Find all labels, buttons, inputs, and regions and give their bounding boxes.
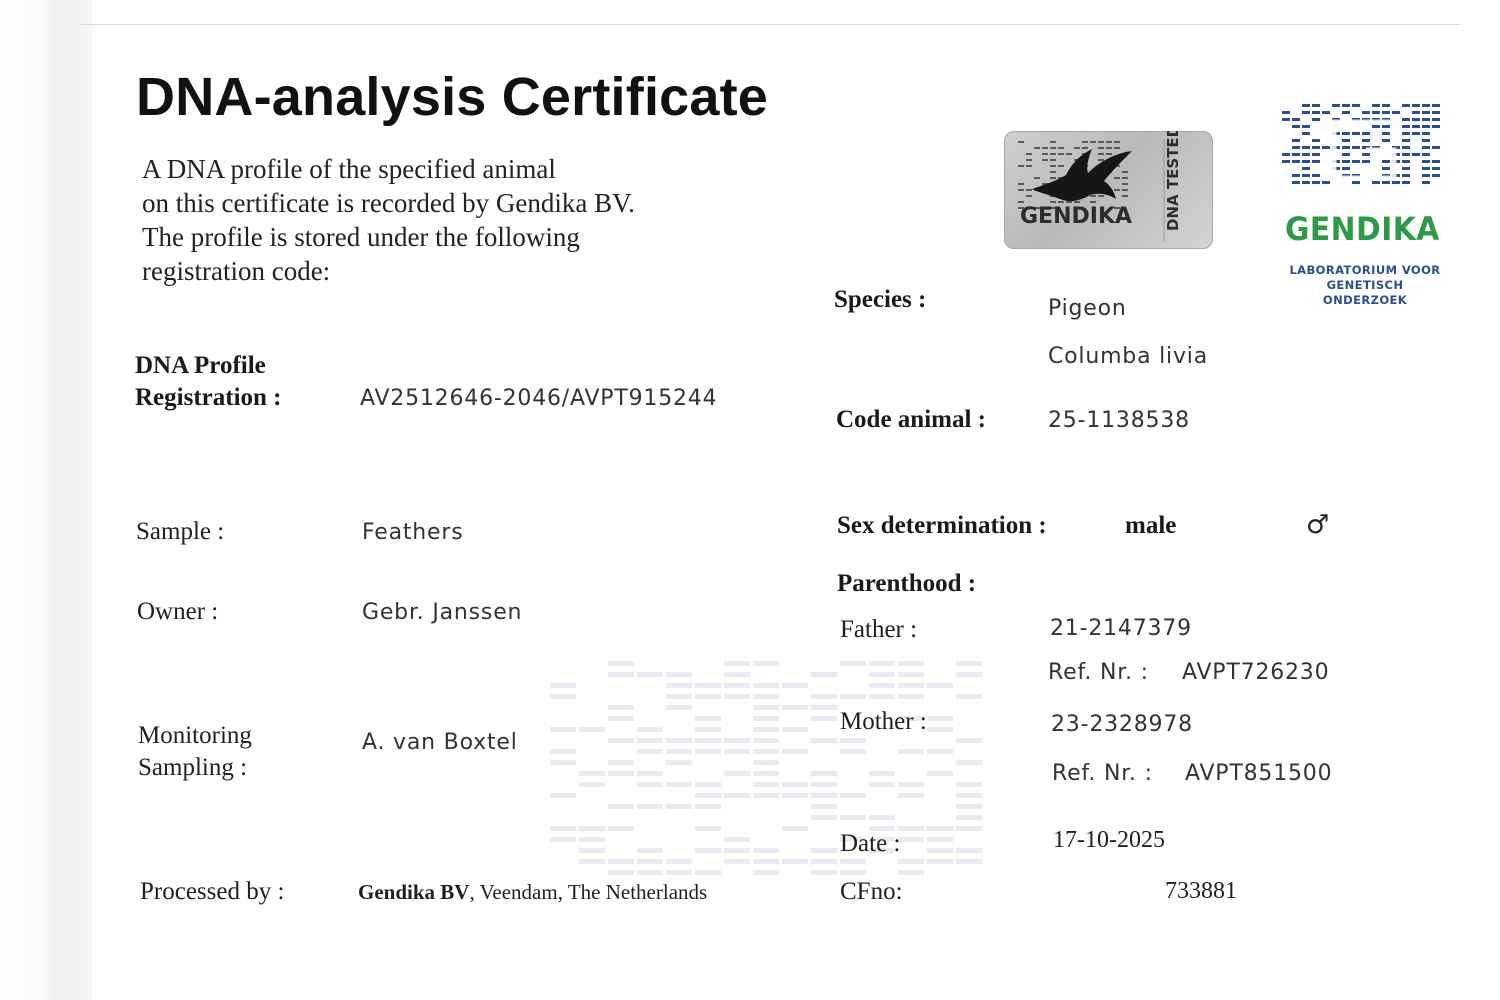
registration-label [135, 350, 282, 414]
sex-value: male [1125, 512, 1177, 539]
bird-silhouette-icon [1032, 149, 1132, 201]
mother-label: Mother : [840, 708, 927, 735]
intro-line: A DNA profile of the specified animal [142, 154, 556, 184]
intro-line: on this certificate is recorded by Gendika BV. [142, 188, 635, 218]
cfno-label: CFno: [840, 878, 903, 905]
parenthood-label: Parenthood : [837, 570, 977, 597]
sample-label: Sample : [136, 518, 225, 545]
intro-line: registration code: [142, 256, 331, 286]
sex-label: Sex determination : [837, 512, 1047, 539]
monitoring-value: A. van Boxtel [362, 730, 518, 755]
monitoring-label-line: Sampling : [138, 754, 248, 781]
registration-label-line: Registration : [135, 384, 282, 411]
paper-top-edge [80, 24, 1460, 25]
mother-ref-label: Ref. Nr. : [1052, 761, 1153, 786]
father-label: Father : [840, 616, 918, 643]
male-symbol-icon: ♂ [1306, 510, 1330, 540]
processed-label: Processed by : [140, 878, 285, 905]
intro-line: The profile is stored under the following [142, 222, 580, 252]
logo-subtitle: LABORATORIUM VOOR GENETISCH ONDERZOEK [1289, 263, 1441, 307]
dna-tested-seal [1004, 131, 1213, 249]
logo-name: GENDIKA [1285, 210, 1440, 248]
date-label: Date : [840, 830, 901, 857]
father-ref-value: AVPT726230 [1182, 660, 1330, 685]
monitoring-label-line: Monitoring [138, 722, 252, 749]
monitoring-label [138, 720, 252, 784]
gendika-watermark-icon [540, 655, 1060, 975]
registration-value: AV2512646-2046/AVPT915244 [360, 386, 718, 411]
page-title: DNA-analysis Certificate [136, 67, 769, 127]
seal-tag: DNA TESTED [1164, 131, 1182, 231]
processed-company: Gendika BV [358, 880, 470, 904]
father-value: 21-2147379 [1050, 616, 1192, 641]
processed-location: , Veendam, The Netherlands [469, 880, 708, 904]
sample-value: Feathers [362, 520, 464, 545]
father-ref-label: Ref. Nr. : [1048, 660, 1149, 685]
species-latin: Columba livia [1048, 344, 1208, 369]
seal-graphic [1004, 131, 1213, 249]
seal-brand: GENDIKA [1020, 204, 1133, 229]
processed-value [358, 880, 707, 905]
code-animal-value: 25-1138538 [1048, 408, 1190, 433]
mother-ref-value: AVPT851500 [1185, 761, 1333, 786]
code-animal-label: Code animal : [836, 406, 986, 433]
date-value: 17-10-2025 [1053, 827, 1165, 853]
owner-value: Gebr. Janssen [362, 600, 523, 625]
gendika-logo-icon [1282, 104, 1444, 196]
intro-paragraph [142, 152, 635, 288]
cfno-value: 733881 [1165, 878, 1237, 904]
mother-value: 23-2328978 [1051, 712, 1193, 737]
species-label: Species : [834, 286, 927, 313]
paper-edge [0, 0, 92, 1000]
registration-label-line: DNA Profile [135, 352, 266, 379]
species-value: Pigeon [1048, 296, 1127, 321]
owner-label: Owner : [137, 598, 219, 625]
